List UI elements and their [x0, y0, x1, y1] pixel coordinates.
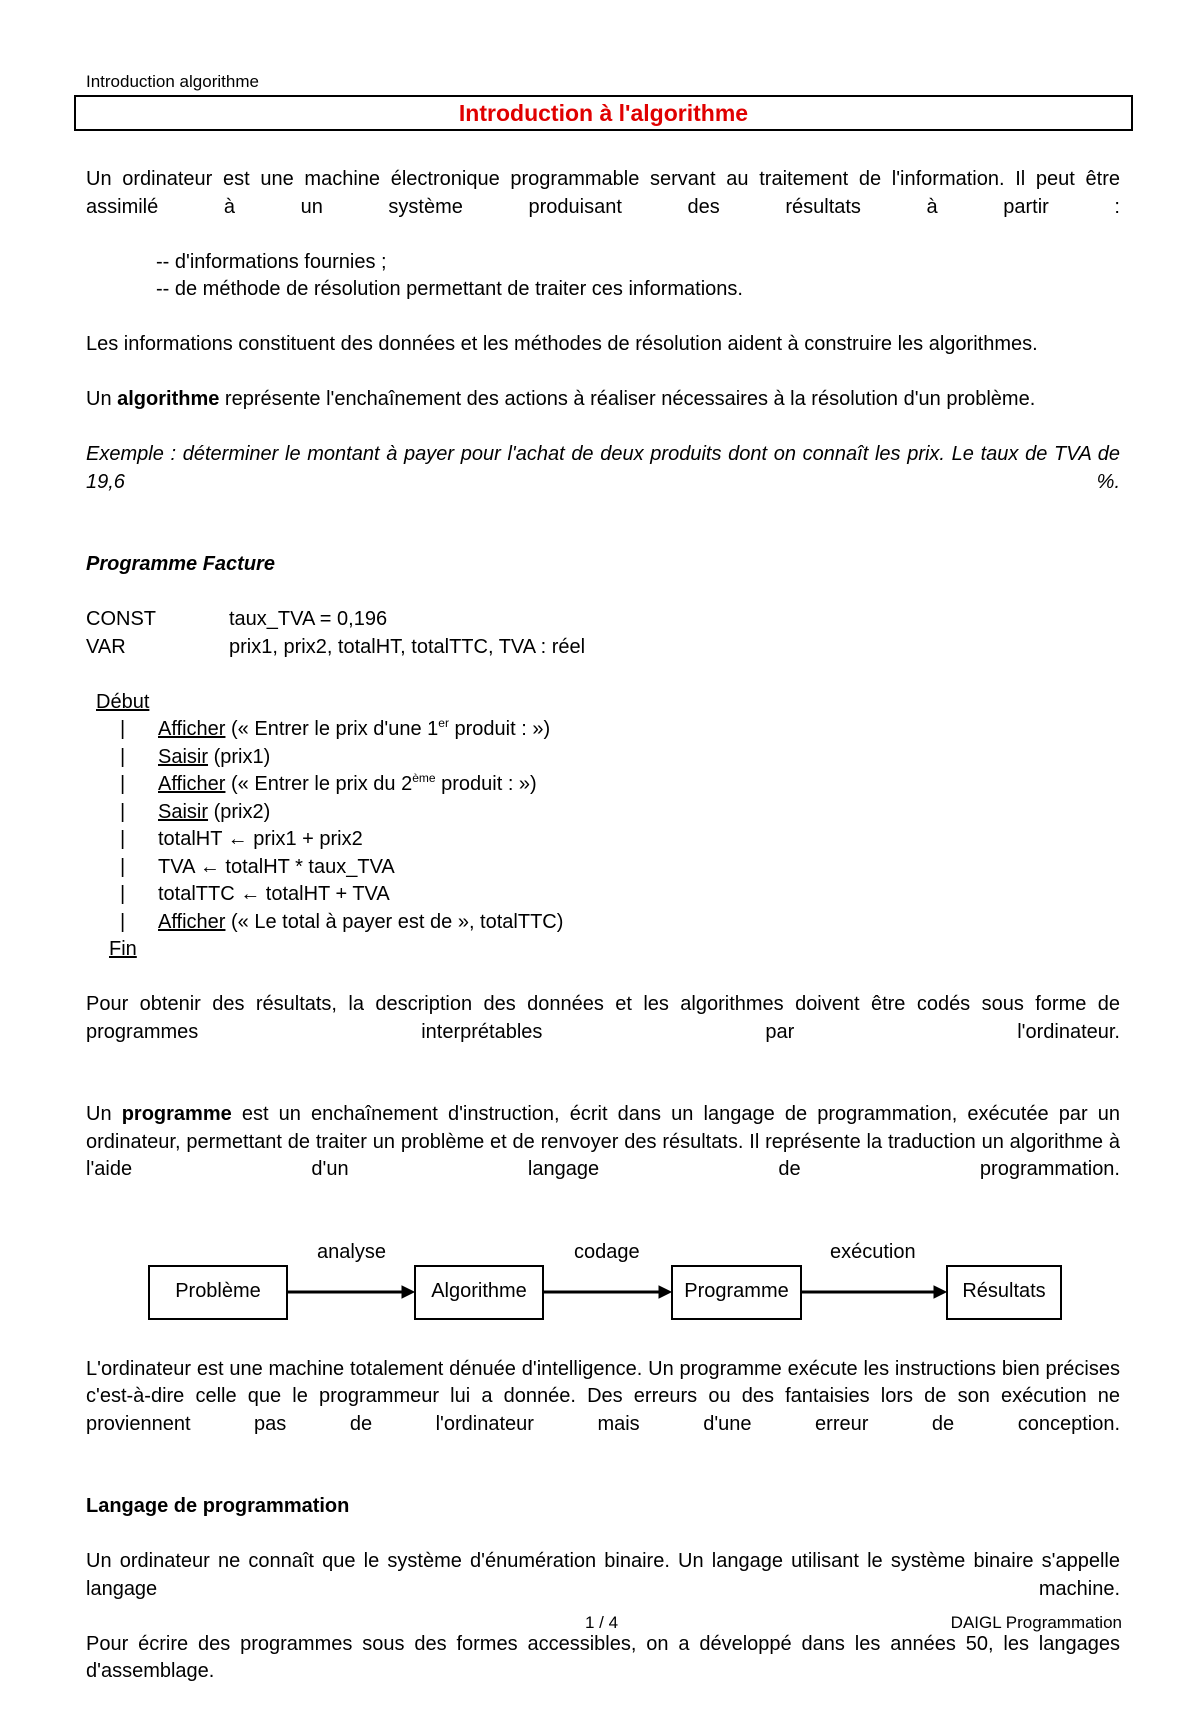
arrow-label-execution: exécution — [830, 1239, 916, 1267]
intro-paragraph: Un ordinateur est une machine électronique programmable servant au traitement de l'information. Il peut être assimilé à un système produisant des résultats à partir : — [86, 166, 1120, 249]
begin-keyword: Début — [86, 689, 1120, 717]
code-line: | Saisir (prix1) — [86, 744, 1120, 772]
var-value: prix1, prix2, totalHT, totalTTC, TVA : réel — [229, 634, 585, 662]
arrow-head — [934, 1286, 946, 1298]
code-line: | totalTTC ← totalHT + TVA — [86, 881, 1120, 909]
code-line: | Afficher (« Entrer le prix du 2ème produit : ») — [86, 771, 1120, 799]
var-declaration — [86, 634, 1120, 662]
const-value: taux_TVA = 0,196 — [229, 606, 387, 634]
code-line: | Afficher (« Entrer le prix d'une 1er produit : ») — [86, 716, 1120, 744]
term-algorithme: algorithme — [117, 388, 219, 410]
page-number: 1 / 4 — [585, 1613, 618, 1633]
intro-bullet-1: -- d'informations fournies ; — [86, 249, 1120, 277]
var-keyword: VAR — [86, 634, 229, 662]
code-line: | Afficher (« Le total à payer est de », totalTTC) — [86, 909, 1120, 937]
process-diagram — [86, 1239, 1120, 1356]
footer-right: DAIGL Programmation — [951, 1613, 1122, 1633]
end-keyword: Fin — [86, 936, 1120, 964]
box-resultats: Résultats — [946, 1265, 1062, 1320]
code-line: | TVA ← totalHT * taux_TVA — [86, 854, 1120, 882]
arrow-head — [659, 1286, 671, 1298]
box-algorithme: Algorithme — [414, 1265, 544, 1320]
document-body — [86, 166, 1120, 1713]
running-header: Introduction algorithme — [86, 72, 259, 92]
binary-paragraph: Un ordinateur ne connaît que le système d'énumération binaire. Un langage utilisant le système binaire s'appelle langage machine. — [86, 1548, 1120, 1631]
arrow-head — [402, 1286, 414, 1298]
const-keyword: CONST — [86, 606, 229, 634]
diagram-arrows — [86, 1239, 1120, 1329]
intelligence-paragraph: L'ordinateur est une machine totalement dénuée d'intelligence. Un programme exécute les instructions bien précises c'est-à-dire celle que le programmeur lui a donnée. Des erreurs ou des fantaisies lors de son exécution ne proviennent pas de l'ordinateur mais d'une erreur de conception. — [86, 1356, 1120, 1466]
algorithm-definition: Un algorithme représente l'enchaînement des actions à réaliser nécessaires à la résolution d'un problème. — [86, 386, 1120, 414]
assembly-paragraph: Pour écrire des programmes sous des formes accessibles, on a développé dans les années 50, les langages d'assemblage. — [86, 1631, 1120, 1713]
code-line: | Saisir (prix2) — [86, 799, 1120, 827]
program-definition: Un programme est un enchaînement d'instruction, écrit dans un langage de programmation, exécutée par un ordinateur, permettant de traiter un problème et de renvoyer des résultats. Il représente la traduction un algorithme à l'aide d'un langage de programmation. — [86, 1101, 1120, 1211]
page-title: Introduction à l'algorithme — [459, 100, 748, 127]
section-heading: Langage de programmation — [86, 1493, 1120, 1521]
intro-bullet-2: -- de méthode de résolution permettant de traiter ces informations. — [86, 276, 1120, 304]
box-probleme: Problème — [148, 1265, 288, 1320]
term-programme: programme — [122, 1103, 232, 1125]
box-programme: Programme — [671, 1265, 802, 1320]
arrow-label-analyse: analyse — [317, 1239, 386, 1267]
program-heading: Programme Facture — [86, 551, 1120, 579]
title-box — [74, 95, 1133, 131]
code-line: | totalHT ← prix1 + prix2 — [86, 826, 1120, 854]
results-paragraph: Pour obtenir des résultats, la description des données et les algorithmes doivent être codés sous forme de programmes interprétables par l'ordinateur. — [86, 991, 1120, 1074]
const-declaration — [86, 606, 1120, 634]
arrow-label-codage: codage — [574, 1239, 640, 1267]
example-text: Exemple : déterminer le montant à payer pour l'achat de deux produits dont on connaît les prix. Le taux de TVA de 19,6 %. — [86, 441, 1120, 524]
intro-paragraph-2: Les informations constituent des données et les méthodes de résolution aident à construire les algorithmes. — [86, 331, 1120, 359]
